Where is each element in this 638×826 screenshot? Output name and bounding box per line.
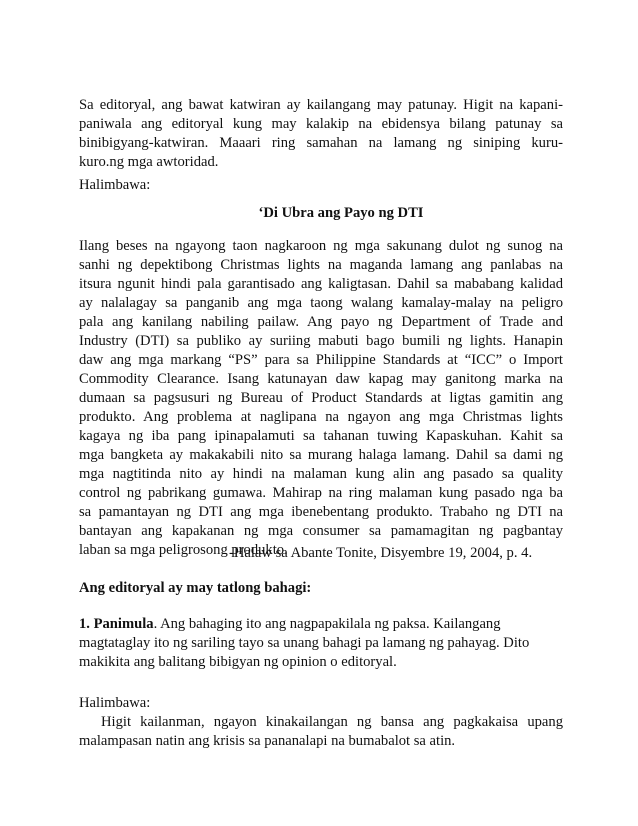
example-label — [79, 176, 563, 195]
article-line: sanhi ng depektibong Christmas lights na maganda lamang ang panlabas na — [79, 257, 563, 273]
example-label — [79, 694, 563, 713]
article-line: mga nagtitinda nito ay hindi na malaman kung alin ang pasado sa quality — [79, 466, 563, 482]
parts-heading — [79, 579, 563, 598]
intro-line: paniwala ang editoryal kung may kalakip na ebidensya bilang patunay sa — [79, 116, 563, 132]
intro-line: kuro.ng mga awtoridad. — [79, 154, 219, 170]
article-line: mga bangketa ay makakabili nito sa murang halaga lamang. Dahil sa dami ng — [79, 447, 563, 463]
example-label-text: Halimbawa: — [79, 177, 151, 193]
article-line: Commodity Clearance. Isang katunayan daw kapag may ganitong marka na — [79, 371, 563, 387]
panimula-line: . Ang bahaging ito ang nagpapakilala ng paksa. Kailangang — [153, 616, 501, 632]
example-line: Higit kailanman, ngayon kinakailangan ng bansa ang pagkakaisa upang — [101, 714, 563, 730]
source-attribution: -Halaw sa Abante Tonite, Disyembre 19, 2004, p. 4. — [229, 545, 533, 561]
intro-line: binibigyang-katwiran. Maaari ring samahan na lamang ng siniping kuru- — [79, 135, 563, 151]
article-line: Ilang beses na ngayong taon nagkaroon ng mga sakunang dulot ng sunog na — [79, 238, 563, 254]
article-line: produkto. Ang problema at naglipana na ngayon ang mga Christmas lights — [79, 409, 563, 425]
article-line: Industry (DTI) sa publiko ay suriing mabuti bago bumili ng lights. Hanapin — [79, 333, 563, 349]
article-line: pala ang kanilang nabiling pailaw. Ang payo ng Department of Trade and — [79, 314, 563, 330]
article-line: control ng pabrikang gumawa. Mahirap na ring malaman kung pasado nga ba — [79, 485, 563, 501]
article-line: dumaan sa pagsusuri ng Bureau of Product Standards at ligtas gamitin ang — [79, 390, 563, 406]
article-line: bantayan ang kapakanan ng mga consumer sa pamamagitan ng pagbantay — [79, 523, 563, 539]
article-line: ay nalalagay sa panganib ang mga taong walang kamalay-malay na peligro — [79, 295, 563, 311]
panimula-paragraph — [79, 615, 563, 672]
example-label-text: Halimbawa: — [79, 695, 151, 711]
article-line: sa pamantayan ng DTI ang mga ibenebentang produkto. Trabaho ng DTI na — [79, 504, 563, 520]
parts-heading-text: Ang editoryal ay may tatlong bahagi: — [79, 580, 312, 596]
intro-paragraph — [79, 96, 563, 172]
panimula-term: 1. Panimula — [79, 616, 154, 632]
example-paragraph — [79, 713, 563, 751]
article-line: itsura ngunit hindi pala garantisado ang kaligtasan. Dahil sa mababang kalidad — [79, 276, 563, 292]
article-line: laban sa mga peligrosong produkto. — [79, 542, 288, 558]
article-line: daw ang mga markang “PS” para sa Philippine Standards at “ICC” o Import — [79, 352, 563, 368]
panimula-line: makikita ang balitang bibigyan ng opinion o editoryal. — [79, 654, 397, 670]
intro-line: Sa editoryal, ang bawat katwiran ay kailangang may patunay. Higit na kapani- — [79, 97, 563, 113]
article-body — [79, 237, 563, 560]
article-title: ‘Di Ubra ang Payo ng DTI — [258, 205, 424, 221]
example-line: malampasan natin ang krisis sa pananalapi na bumabalot sa atin. — [79, 733, 456, 749]
panimula-line: magtataglay ito ng sariling tayo sa unang bahagi pa lamang ng pahayag. Dito — [79, 635, 530, 651]
article-line: kagaya ng iba pang ipinapalamuti sa tahanan tuwing Kapaskuhan. Kahit sa — [79, 428, 563, 444]
